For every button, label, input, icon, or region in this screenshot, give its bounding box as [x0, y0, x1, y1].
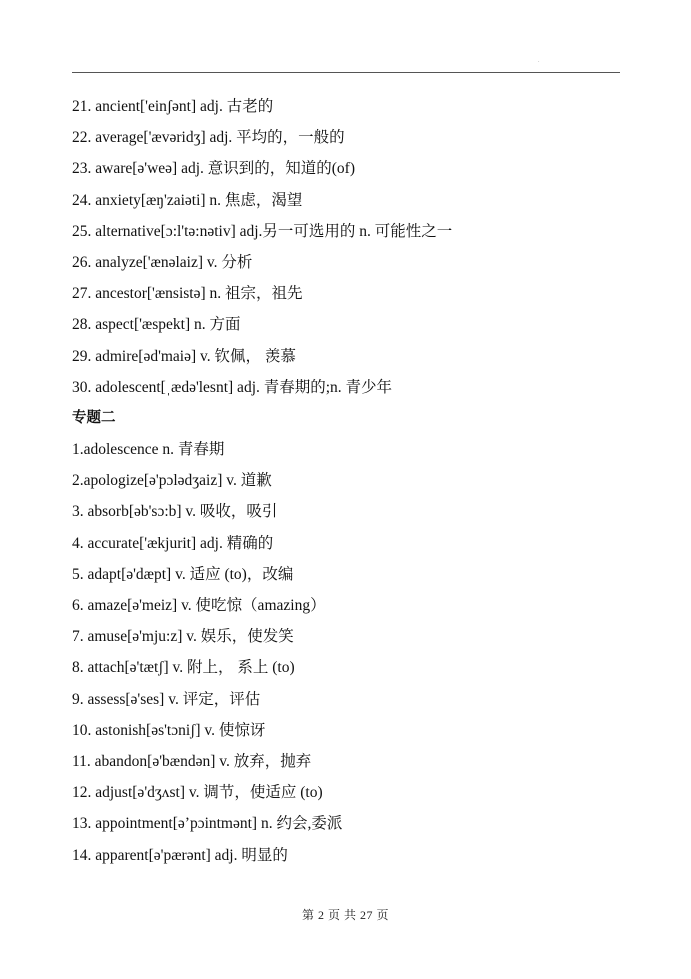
vocab-entry-anxiety: 24. anxiety[æŋ'zaiəti] n. 焦虑，渴望 [72, 191, 303, 209]
vocab-entry-aware: 23. aware[ə'weə] adj. 意识到的，知道的(of) [72, 160, 355, 178]
vocab-entry-abandon: 11. abandon[ə'bændən] v. 放弃，抛弃 [72, 752, 312, 770]
vocab-entry-alternative: 25. alternative[ɔ:l'tə:nətiv] adj.另一可选用的 n. 可能性之一 [72, 222, 453, 240]
vocab-entry-ancient: 21. ancient['einʃənt] adj. 古老的 [72, 98, 274, 115]
page-footer: 第 2 页 共 27 页 [301, 908, 389, 922]
vocab-entry-ancestor: 27. ancestor['ænsistə] n. 祖宗，祖先 [72, 285, 303, 303]
vocab-entry-attach: 8. attach[ə'tætʃ] v. 附上， 系上 (to) [72, 659, 295, 677]
header-mark: . [538, 58, 540, 64]
vocab-entry-adapt: 5. adapt[ə'dæpt] v. 适应 (to)，改编 [72, 565, 294, 583]
vocab-entry-appointment: 13. appointment[ə’pɔintmənt] n. 约会,委派 [72, 815, 343, 833]
vocab-entry-assess: 9. assess[ə'ses] v. 评定，评估 [72, 690, 261, 708]
vocab-entry-aspect: 28. aspect['æspekt] n. 方面 [72, 316, 241, 334]
vocab-entry-apologize: 2.apologize[ə'pɔlədʒaiz] v. 道歉 [72, 472, 272, 490]
vocabulary-list [72, 91, 632, 871]
vocab-entry-admire: 29. admire[əd'maiə] v. 钦佩， 羡慕 [72, 347, 296, 365]
vocab-entry-adolescent: 30. adolescent[ˌædə'lesnt] adj. 青春期的;n. 青少年 [72, 378, 393, 396]
vocab-entry-apparent: 14. apparent[ə'pærənt] adj. 明显的 [72, 846, 288, 864]
vocab-entry-average: 22. average['ævəridʒ] adj. 平均的，一般的 [72, 129, 345, 147]
vocab-entry-analyze: 26. analyze['ænəlaiz] v. 分析 [72, 253, 253, 271]
vocab-entry-absorb: 3. absorb[əb'sɔ:b] v. 吸收，吸引 [72, 503, 278, 521]
header-rule [72, 72, 620, 73]
vocab-entry-amuse: 7. amuse[ə'mju:z] v. 娱乐，使发笑 [72, 628, 294, 646]
vocab-entry-amaze: 6. amaze[ə'meiz] v. 使吃惊（amazing） [72, 597, 326, 614]
vocab-entry-adolescence: 1.adolescence n. 青春期 [72, 441, 225, 459]
vocab-entry-adjust: 12. adjust[ə'dʒʌst] v. 调节，使适应 (to) [72, 784, 323, 802]
section-heading: 专题二 [72, 409, 116, 426]
vocab-entry-astonish: 10. astonish[əs'tɔniʃ] v. 使惊讶 [72, 721, 266, 739]
vocab-entry-accurate: 4. accurate['ækjurit] adj. 精确的 [72, 534, 274, 552]
